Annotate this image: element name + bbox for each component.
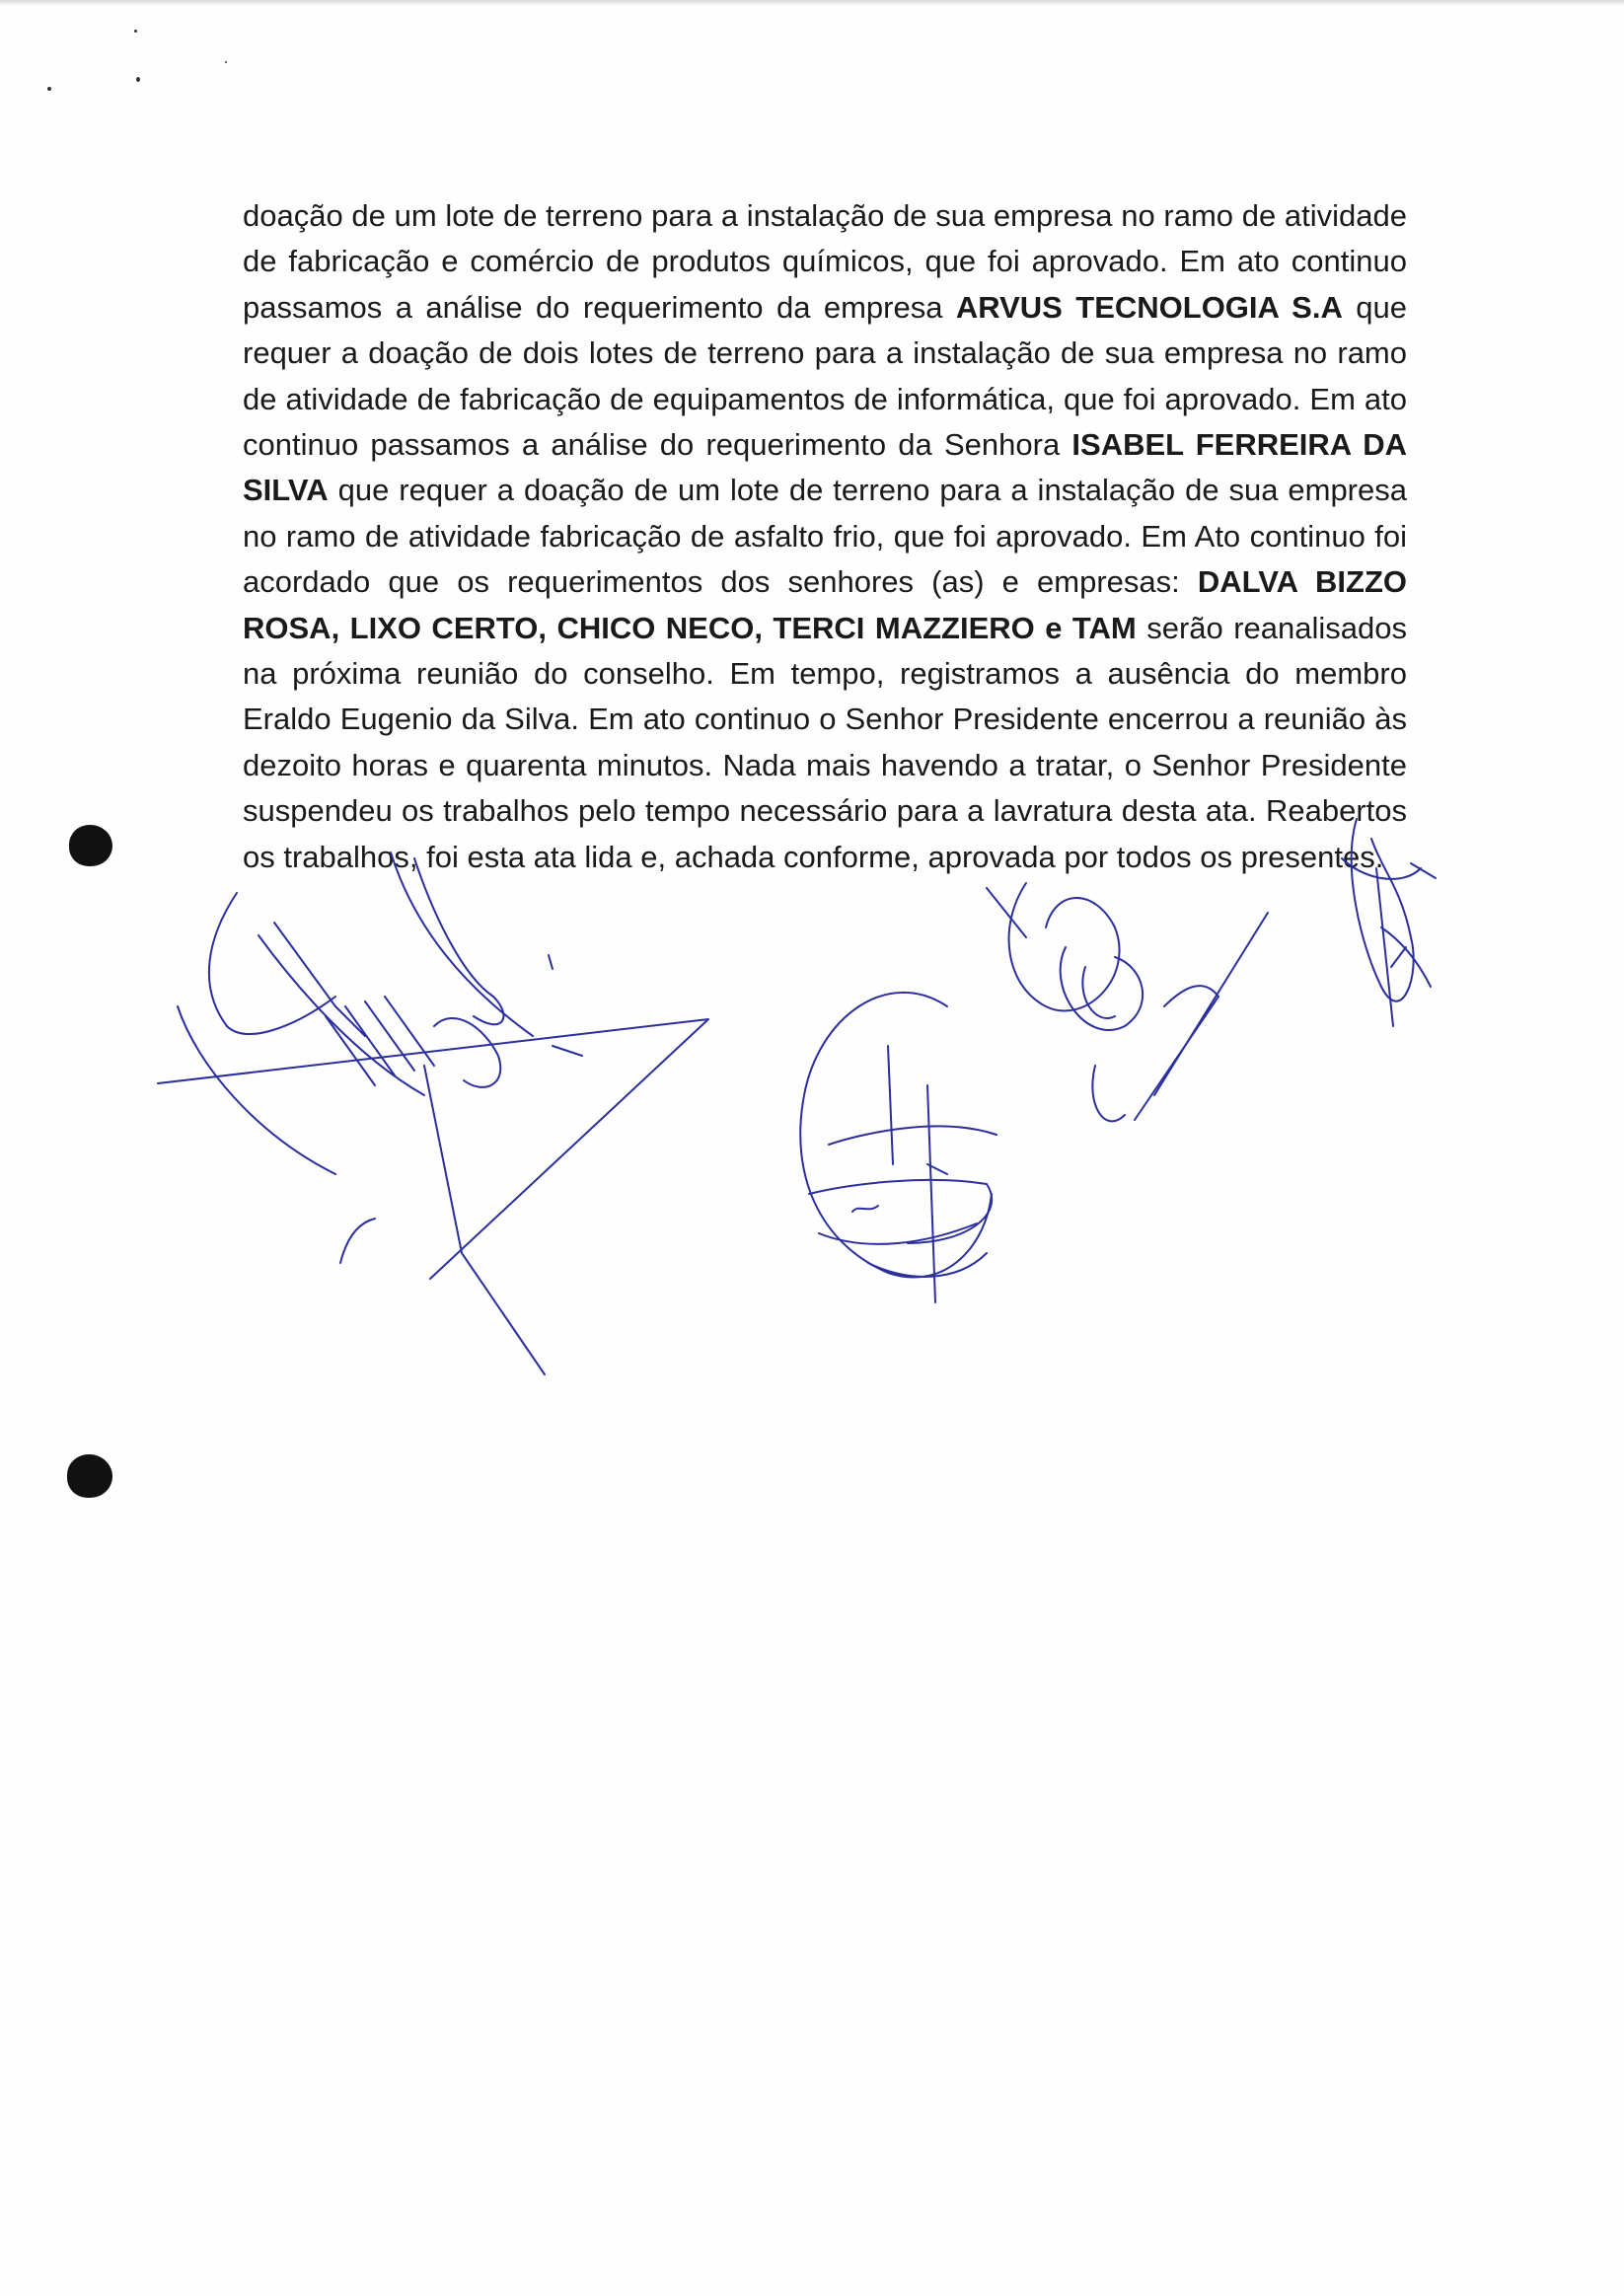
company-name-arvus: ARVUS TECNOLOGIA S.A [955,289,1343,325]
text-segment: serão reanalisados na próxima reunião do conselho. Em tempo, registramos a ausência do membro Eraldo Eugenio da Silva. Em ato continuo o Senhor Presidente encerrou a reunião às dezoito horas e quarenta minutos. Nada mais havendo a tratar, o Senhor Presidente suspendeu os trabalhos pelo tempo necessário para a lavratura desta ata. Reabertos os trabalhos, foi esta ata lida e, achada conforme, aprovada por todos os presentes. [243,610,1407,874]
scan-speck [136,77,140,82]
signature-left [158,852,708,1374]
scan-edge [0,0,1624,6]
punch-hole-lower [67,1454,112,1498]
punch-hole-upper [69,825,112,866]
reanalysis-list: DALVA BIZZO ROSA, LIXO CERTO, CHICO NECO, TERCI MAZZIERO e TAM [243,564,1407,645]
signature-middle [800,993,997,1302]
scan-speck [47,87,51,91]
minutes-paragraph [243,193,1407,880]
text-segment: que requer a doação de dois lotes de terreno para a instalação de sua empresa no ramo de atividade de fabricação de equipamentos de informática, que foi aprovado. Em ato continuo passamos a análise do requerimento da Senhora [243,289,1407,463]
scan-speck [225,61,227,63]
signature-right-center [987,883,1268,1121]
text-segment: doação de um lote de terreno para a instalação de sua empresa no ramo de atividade de fabricação e comércio de produtos químicos, que foi aprovado. Em ato continuo passamos a análise do requerimento da empresa [243,198,1407,325]
text-segment: que requer a doação de um lote de terreno para a instalação de sua empresa no ramo de atividade fabricação de asfalto frio, que foi aprovado. Em Ato continuo foi acordado que os requerimentos dos senhores (as) e empresas: [243,473,1407,600]
applicant-name-isabel: ISABEL FERREIRA DA SILVA [243,427,1407,508]
scan-speck [134,30,137,33]
